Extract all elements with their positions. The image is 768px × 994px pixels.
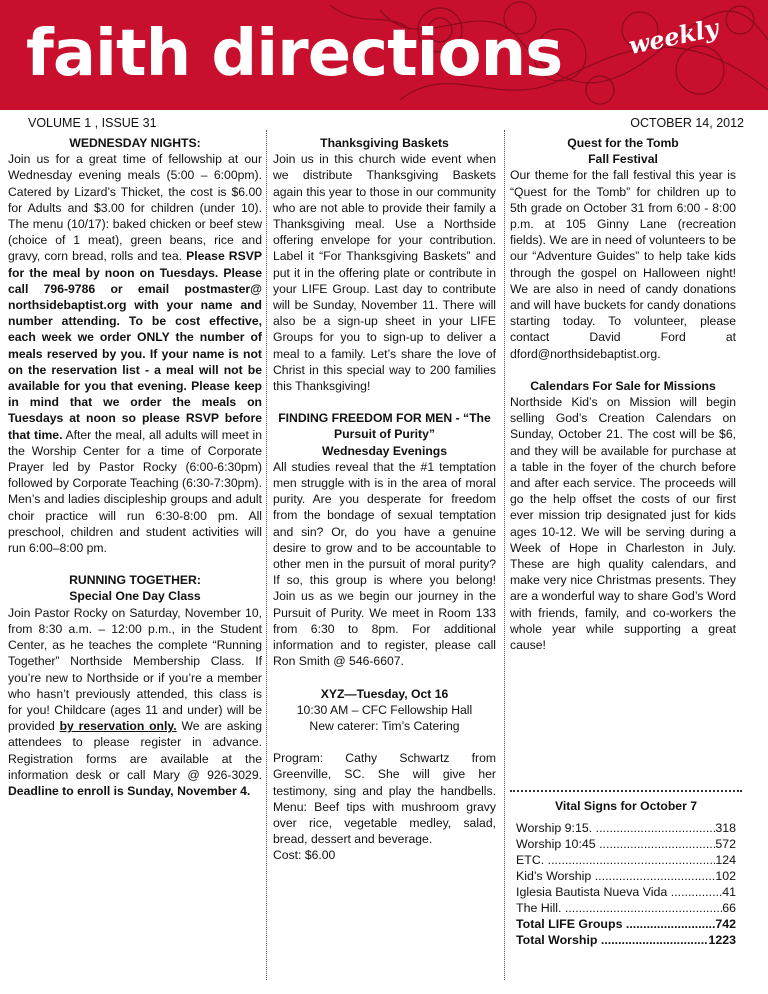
calendars-body: Northside Kid’s on Mission will begin selling God’s Creation Calendars on Sunday, October 21. The cost will be $6, and they will be available for purchase at a table in the foyer of the church before and after each service. The proceeds will go the help offset the costs of our first ever mission trip designated just for kids ages 10-12. We will be serving during a Week of Hope in Charleston in July. These are high quality calendars, and make very nice Christmas presents. They are a wonderful way to share God’s Word with friends, family, and co-workers the whole year while supporting a great cause! <box>510 395 736 653</box>
wednesday-text-2: After the meal, all adults will meet in the Worship Center for a time of Corporate Prayer led by Pastor Rocky (6:00-6:30pm) followed by Corporate Teaching (6:30-7:30pm). Men’s and ladies discipleship groups and adult choir practice will run 6:30-8:00 pm. All preschool, children and student activities will run 6:00–8:00 pm. <box>8 427 263 556</box>
vital-total-row: Total LIFE Groups ..... 742 <box>510 916 742 932</box>
running-body <box>8 605 262 799</box>
masthead-title: faith directions <box>26 17 563 91</box>
xyz-cost: Cost: $6.00 <box>273 848 336 863</box>
running-heading: RUNNING TOGETHER: <box>69 573 201 588</box>
finding-freedom-heading: FINDING FREEDOM FOR MEN - “The Pursuit of Purity” <box>278 411 491 442</box>
reservation-only-text: by reservation only. <box>59 719 177 734</box>
quest-heading: Quest for the Tomb <box>567 136 679 150</box>
wednesday-rsvp-text: Please RSVP for the meal by noon on Tuesdays. Please call 796-9786 or email postmaster@ northsidebaptist.org with your name and number attending. To be cost effective, each week we order ONLY the number of meals reserved by you. If your name is not on the reservation list - a meal will not be available for you that evening. Please keep in mind that we order the meals on Tuesdays at noon so please RSVP before that time. <box>8 249 262 442</box>
vital-row: Kid’s Worship ..... 102 <box>510 868 742 884</box>
vital-row: ETC. ..... 124 <box>510 852 742 868</box>
running-subheading: Special One Day Class <box>69 589 201 604</box>
vital-signs-heading: Vital Signs for October 7 <box>555 799 697 813</box>
vital-row: Worship 9:15. ..... 318 <box>510 820 742 836</box>
wednesday-body <box>8 151 262 556</box>
calendars-heading: Calendars For Sale for Missions <box>530 378 716 393</box>
vital-row: The Hill. ..... 66 <box>510 900 742 916</box>
dotted-divider <box>510 790 742 792</box>
deadline-text: Deadline to enroll is Sunday, November 4. <box>8 783 251 798</box>
column-right <box>510 135 736 653</box>
column-middle <box>273 135 496 864</box>
column-left <box>8 135 262 799</box>
wednesday-text: Join us for a great time of fellowship at our Wednesday evening meals (5:00 – 6:00pm). Catered by Lizard’s Thicket, the cost is $6.00 for Adults and $3.00 for children (under 10). The menu (10/17): baked chicken or beef stew (choice of 1 meat), green beans, rice and gravy, corn bread, rolls and tea. <box>8 152 262 264</box>
running-text-2: We are asking attendees to please register in advance. Registration forms are available at the information desk or call Mary @ 926-3029. <box>8 719 262 782</box>
column-divider <box>266 130 267 980</box>
xyz-heading: XYZ—Tuesday, Oct 16 <box>320 686 449 701</box>
thanksgiving-heading: Thanksgiving Baskets <box>320 136 449 150</box>
masthead-subtitle: weekly <box>625 12 721 61</box>
running-text: Join Pastor Rocky on Saturday, November 10, from 8:30 a.m. – 12:00 p.m., in the Student Center, as he teaches the complete “Running Together” Northside Membership Class. If you’re new to Northside or if you’re a member who hasn’t previously attended, this class is for you! Childcare (ages 11 and under) will be provided <box>8 605 262 734</box>
vital-row: Iglesia Bautista Nueva Vida ..... 41 <box>510 884 742 900</box>
vital-total-row: Total Worship ..... 1223 <box>510 932 742 948</box>
quest-subheading: Fall Festival <box>588 152 658 167</box>
xyz-body: Program: Cathy Schwartz from Greenville, SC. She will give her testimony, sing and play the handbells. Menu: Beef tips with mushroom gravy over rice, vegetable medley, salad, bread, dessert and beverage. <box>273 751 496 847</box>
volume-issue: VOLUME 1 , ISSUE 31 <box>28 116 157 130</box>
issue-date: OCTOBER 14, 2012 <box>630 116 744 130</box>
finding-freedom-body: All studies reveal that the #1 temptation men struggle with is in the area of moral purity. Are you desperate for freedom from the bondage of sexual temptation and sin? Or, do you have a genuine desire to grow and to be accountable to other men in the pursuit of moral purity? If so, this group is where you belong! Join us as we begin our journey in the Pursuit of Purity. We meet in Room 133 from 6:30 to 8pm. For additional information and to register, please call Ron Smith @ 546-6607. <box>273 459 496 669</box>
finding-freedom-subheading: Wednesday Evenings <box>321 443 448 458</box>
xyz-caterer: New caterer: Tim’s Catering <box>309 718 460 733</box>
quest-body: Our theme for the fall festival this year is “Quest for the Tomb” for children up to 5th grade on October 31 from 6:00 - 8:00 p.m. at 105 Ginny Lane (recreation fields). We are in need of volunteers to be our “Adventure Guides” to help take kids through the gospel on Halloween night! We are also in need of candy donations and will have buckets for candy donations starting today. To volunteer, please contact David Ford at dford@northsidebaptist.org. <box>510 168 736 361</box>
column-divider <box>504 130 505 980</box>
vital-row: Worship 10:45 ..... 572 <box>510 836 742 852</box>
wednesday-heading: WEDNESDAY NIGHTS: <box>69 136 201 150</box>
thanksgiving-body: Join us in this church wide event when we distribute Thanksgiving Baskets again this year to those in our community who are not able to provide their family a Thanksgiving meal. Use a Northside offering envelope for your contribution. Label it “For Thanksgiving Baskets” and put it in the offering plate or contribute in your LIFE Group. Last day to contribute will be Sunday, November 11. There will also be a sign-up sheet in your LIFE Groups for you to sign-up to deliver a meal to a family. Let’s share the love of Christ in this special way to 200 families this Thanksgiving! <box>273 152 496 394</box>
xyz-location: 10:30 AM – CFC Fellowship Hall <box>296 702 473 717</box>
vital-signs-box <box>510 790 742 948</box>
masthead <box>0 0 768 110</box>
